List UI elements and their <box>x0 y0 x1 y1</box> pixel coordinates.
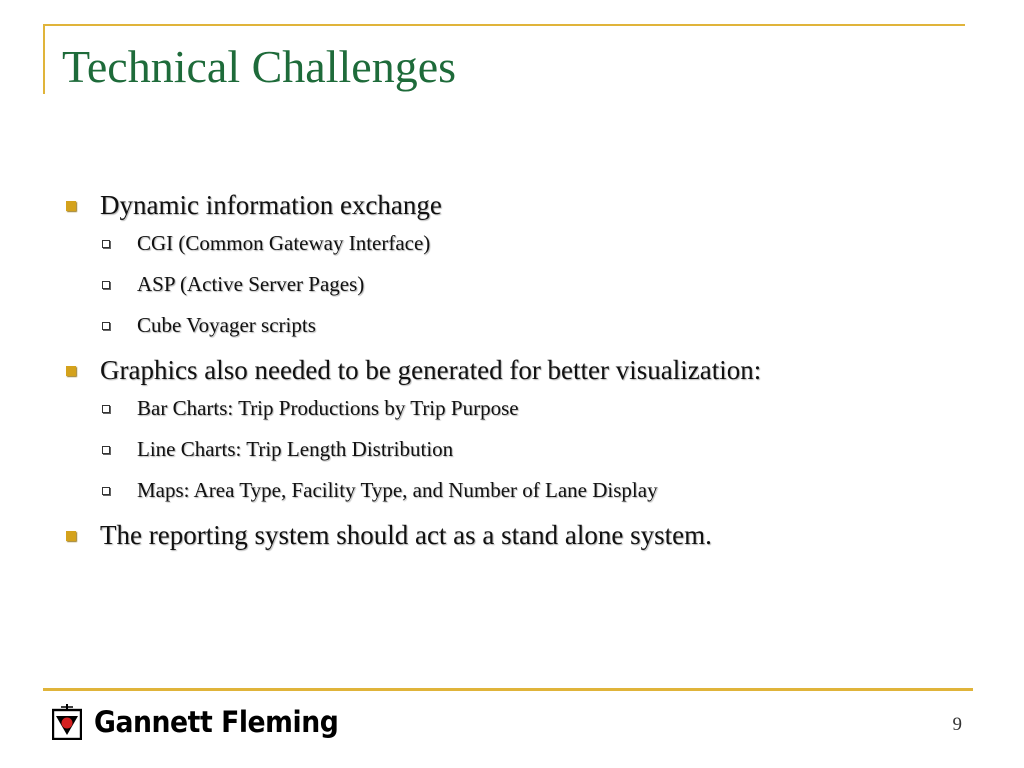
sub-bullet-text: Line Charts: Trip Length Distribution <box>137 437 454 461</box>
bullet-text: The reporting system should act as a stand alone system. <box>100 520 712 550</box>
footer-rule <box>43 688 973 691</box>
slide-title: Technical Challenges <box>62 41 457 92</box>
sub-bullet-text: CGI (Common Gateway Interface) <box>137 231 431 255</box>
sub-bullet-item <box>62 230 982 257</box>
logo-text: Gannett Fleming <box>94 705 339 739</box>
gannett-fleming-logo-icon <box>52 704 82 740</box>
company-logo <box>52 704 360 740</box>
sub-bullet-item <box>62 477 982 504</box>
sub-bullet-item <box>62 271 982 298</box>
bullet-item <box>62 188 982 222</box>
left-frame-line <box>43 24 45 94</box>
slide-body <box>62 188 982 560</box>
sub-bullet-item <box>62 436 982 463</box>
sub-bullet-text: Maps: Area Type, Facility Type, and Number of Lane Display <box>137 478 658 502</box>
sub-bullet-text: Cube Voyager scripts <box>137 313 316 337</box>
square-bullet-icon <box>66 531 76 541</box>
square-bullet-icon <box>66 366 76 376</box>
hollow-square-bullet-icon <box>102 240 110 248</box>
top-frame-line <box>43 24 965 26</box>
sub-bullet-item <box>62 312 982 339</box>
bullet-text: Dynamic information exchange <box>100 190 442 220</box>
sub-bullet-text: ASP (Active Server Pages) <box>137 272 365 296</box>
bullet-item <box>62 518 982 552</box>
bullet-text: Graphics also needed to be generated for better visualization: <box>100 355 762 385</box>
hollow-square-bullet-icon <box>102 446 110 454</box>
hollow-square-bullet-icon <box>102 405 110 413</box>
hollow-square-bullet-icon <box>102 487 110 495</box>
sub-bullet-item <box>62 395 982 422</box>
bullet-item <box>62 353 982 387</box>
hollow-square-bullet-icon <box>102 322 110 330</box>
page-number: 9 <box>952 714 962 735</box>
square-bullet-icon <box>66 201 76 211</box>
sub-bullet-text: Bar Charts: Trip Productions by Trip Purpose <box>137 396 519 420</box>
hollow-square-bullet-icon <box>102 281 110 289</box>
